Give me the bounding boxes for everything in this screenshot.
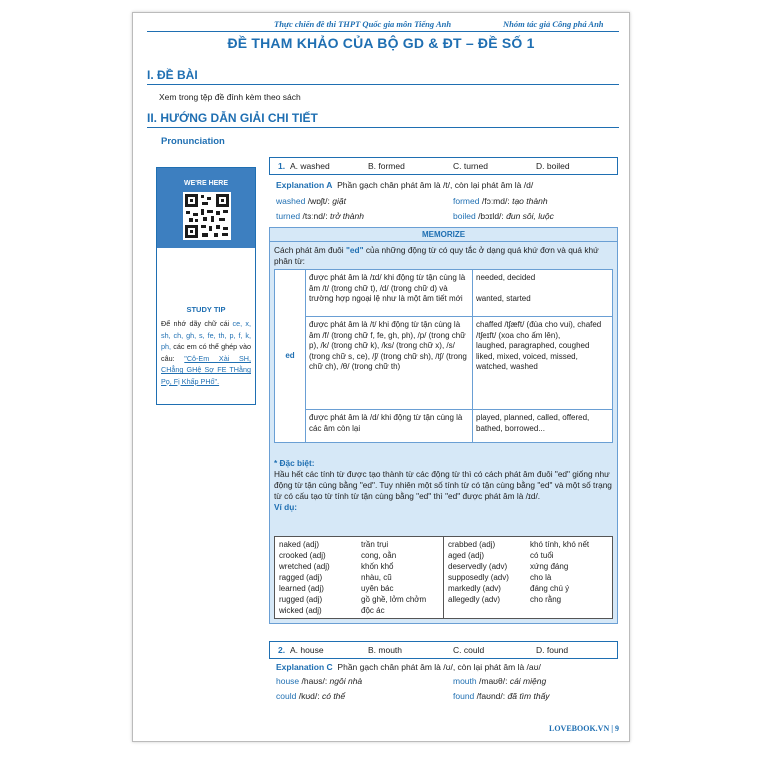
option-d: D. boiled <box>536 161 570 171</box>
section-rule-1 <box>147 84 619 85</box>
tip-letters: ce, x, sh, ch, gh, s, fe, th, p, f, k, ph, <box>161 319 251 351</box>
qr-code-icon[interactable] <box>183 192 231 240</box>
examples-left <box>275 537 444 619</box>
tip-mnemonic: "Cô-Em Xài SH, CHẳng GHệ Sợ FE THằng Pọ, Fị Khấp PHố". <box>161 353 251 386</box>
rule-cell: được phát âm là /t/ khi động từ tận cùng là âm /f/ (trong chữ f, fe, gh, ph), /p/ (trong chữ p), /k/ (trong chữ k), /ks/ (trong chữ x), /s/ (trong chữ s, ce), /ʃ/ (trong chữ sh), /tʃ/ (trong chữ ch), /θ/ (trong chữ th) <box>306 317 473 410</box>
word: turned <box>276 211 301 221</box>
word-entry: turned /tɜːnd/: trở thành <box>276 211 364 221</box>
section-1-text: Xem trong tệp đề đính kèm theo sách <box>159 92 301 102</box>
example-meaning: xứng đáng <box>530 562 569 571</box>
word: formed <box>453 196 480 206</box>
example-meaning: độc ác <box>361 606 385 615</box>
example-word <box>448 605 530 616</box>
example-row <box>279 605 439 616</box>
explanation-label: Explanation A <box>276 180 333 190</box>
ipa: /fɔːmd/ <box>481 196 508 206</box>
qr-panel <box>157 168 255 248</box>
example-row <box>279 550 439 561</box>
subsection-title: Pronunciation <box>161 136 225 147</box>
rule-cell: được phát âm là /d/ khi động từ tận cùng là các âm còn lại <box>306 410 473 443</box>
word-entry: found /faʊnd/: đã tìm thấy <box>453 691 550 701</box>
examples-table <box>274 536 613 619</box>
example-row <box>279 539 439 550</box>
example-meaning: đáng chú ý <box>530 584 570 593</box>
question-1-explanation <box>276 180 533 190</box>
memorize-intro <box>274 245 612 267</box>
special-note <box>274 458 612 513</box>
example-word: learned (adj) <box>279 584 324 593</box>
note-title: * Đặc biệt: <box>274 458 315 468</box>
option-a: A. house <box>290 645 324 655</box>
examples-cell: needed, decided wanted, started <box>473 270 613 317</box>
ipa: /wɒʃt/ <box>307 196 328 206</box>
header-rule <box>147 31 619 32</box>
meaning: cái miệng <box>509 676 547 686</box>
explanation-text: Phần gạch chân phát âm là /ʊ/, còn lại phát âm là /aʊ/ <box>337 662 541 672</box>
header-authors: Nhóm tác giả Công phá Anh <box>503 19 604 29</box>
example-word: allegedly (adv) <box>448 595 501 604</box>
example-row <box>279 583 439 594</box>
option-b: B. mouth <box>368 645 403 655</box>
example-row <box>448 594 608 605</box>
ipa: /bɔɪld/ <box>478 211 502 221</box>
ipa: /tɜːnd/ <box>302 211 326 221</box>
example-row <box>279 561 439 572</box>
example-word: wicked (adj) <box>279 606 322 615</box>
page-footer: LOVEBOOK.VN | 9 <box>549 724 619 733</box>
word: boiled <box>453 211 476 221</box>
example-word: ragged (adj) <box>279 573 323 582</box>
header-book-title: Thực chiến đề thi THPT Quốc gia môn Tiếng Anh <box>274 19 452 29</box>
intro-text-2: của những động từ có quy tắc ở dạng quá khứ đơn và quá khứ phân từ: <box>274 245 599 266</box>
intro-ed: "ed" <box>345 245 364 255</box>
question-number: 1. <box>278 161 286 171</box>
example-row <box>448 583 608 594</box>
meaning: ngôi nhà <box>329 676 363 686</box>
example-word: markedly (adv) <box>448 584 501 593</box>
question-1-row <box>269 157 618 175</box>
example-row <box>448 561 608 572</box>
qr-label: WE'RE HERE <box>183 180 229 187</box>
ed-pronunciation-table <box>274 269 613 443</box>
example-row <box>448 539 608 550</box>
example-row <box>279 594 439 605</box>
meaning: tạo thành <box>512 196 548 206</box>
example-meaning: nhàu, cũ <box>361 573 392 582</box>
option-a: A. washed <box>290 161 330 171</box>
meaning: giặt <box>332 196 346 206</box>
sidebar <box>156 167 256 405</box>
example-word: deservedly (adv) <box>448 562 508 571</box>
option-c: C. turned <box>453 161 488 171</box>
example-word: crabbed (adj) <box>448 540 496 549</box>
ipa: /kʊd/ <box>298 691 318 701</box>
example-meaning: khó tính, khó nết <box>530 540 590 549</box>
word: could <box>276 691 297 701</box>
ipa: /faʊnd/ <box>476 691 503 701</box>
question-2-explanation <box>276 662 541 672</box>
example-meaning: cho rằng <box>530 595 562 604</box>
example-row <box>279 572 439 583</box>
word-entry: could /kʊd/: có thể <box>276 691 346 701</box>
meaning: đã tìm thấy <box>507 691 550 701</box>
examples-cell: played, planned, called, offered, bathed, borrowed... <box>473 410 613 443</box>
rule-cell: được phát âm là /ɪd/ khi động từ tận cùng là âm /t/ (trong chữ t), /d/ (trong chữ d) và trường hợp ngoại lệ như là một âm tiết mới <box>306 270 473 317</box>
example-row <box>448 572 608 583</box>
table-row <box>275 317 613 410</box>
table-row <box>275 270 613 317</box>
example-meaning: trần trụi <box>361 540 389 549</box>
example-word: naked (adj) <box>279 540 320 549</box>
option-b: B. formed <box>368 161 405 171</box>
word-entry: house /haʊs/: ngôi nhà <box>276 676 363 686</box>
examples-cell: chaffed /tʃæft/ (đùa cho vui), chafed /tʃeɪft/ (xoa cho ấm lên), laughed, paragraphed, coughed liked, mixed, voiced, missed, watched, washed <box>473 317 613 410</box>
word-entry: washed /wɒʃt/: giặt <box>276 196 346 206</box>
word-entry: formed /fɔːmd/: tạo thành <box>453 196 548 206</box>
meaning: đun sôi, luộc <box>506 211 554 221</box>
meaning: có thể <box>321 691 346 701</box>
memorize-heading: MEMORIZE <box>421 230 466 239</box>
example-word: aged (adj) <box>448 551 485 560</box>
word: house <box>276 676 300 686</box>
table-row <box>275 410 613 443</box>
word-entry: mouth /maʊθ/: cái miệng <box>453 676 547 686</box>
memorize-box <box>269 227 618 624</box>
word: mouth <box>453 676 477 686</box>
example-word: wretched (adj) <box>279 562 330 571</box>
question-number: 2. <box>278 645 286 655</box>
ipa: /haʊs/ <box>301 676 325 686</box>
example-row <box>448 605 608 616</box>
example-meaning: uyên bác <box>361 584 394 593</box>
meaning: trở thành <box>330 211 364 221</box>
example-meaning: khốn khổ <box>361 562 394 571</box>
example-label: Ví dụ: <box>274 502 298 512</box>
word-entry: boiled /bɔɪld/: đun sôi, luộc <box>453 211 554 221</box>
word: washed <box>276 196 306 206</box>
example-word: supposedly (adv) <box>448 573 509 582</box>
section-rule-2 <box>147 127 619 128</box>
tip-text-1: Để nhớ dãy chữ cái <box>161 319 233 328</box>
study-tip-heading: STUDY TIP <box>186 305 226 314</box>
section-heading-1: I. ĐỀ BÀI <box>147 68 198 82</box>
tip-text-2: các em có thể ghép vào câu: <box>161 342 251 363</box>
explanation-label: Explanation C <box>276 662 333 672</box>
page <box>132 12 630 742</box>
word: found <box>453 691 475 701</box>
example-meaning: cong, oằn <box>361 551 397 560</box>
explanation-text: Phần gạch chân phát âm là /t/, còn lại phát âm là /d/ <box>337 180 534 190</box>
example-meaning: cho là <box>530 573 552 582</box>
option-c: C. could <box>453 645 485 655</box>
section-heading-2: II. HƯỚNG DẪN GIẢI CHI TIẾT <box>147 111 318 125</box>
page-title: ĐỀ THAM KHẢO CỦA BỘ GD & ĐT – ĐỀ SỐ 1 <box>227 35 535 51</box>
examples-right <box>444 537 613 619</box>
ipa: /maʊθ/ <box>479 676 506 686</box>
study-tip-text <box>161 318 251 387</box>
example-word: crooked (adj) <box>279 551 326 560</box>
intro-text-1: Cách phát âm đuôi <box>274 245 346 255</box>
note-text: Hầu hết các tính từ được tạo thành từ các động từ thì có cách phát âm đuôi "ed" giống như động từ tận cùng bằng "ed". Tuy nhiên một số tính từ có tận cùng bằng "ed" và một số trạng từ có cấu tạo từ tính từ tận cùng bằng "ed" thì "ed" được phát âm là /ɪd/. <box>274 469 612 501</box>
question-2-row <box>269 641 618 659</box>
ed-label: ed <box>275 270 306 443</box>
example-word: rugged (adj) <box>279 595 323 604</box>
option-d: D. found <box>536 645 569 655</box>
example-meaning: có tuổi <box>530 551 554 560</box>
example-meaning: gồ ghề, lởm chởm <box>361 595 427 604</box>
example-row <box>448 550 608 561</box>
memorize-rule <box>270 241 617 242</box>
